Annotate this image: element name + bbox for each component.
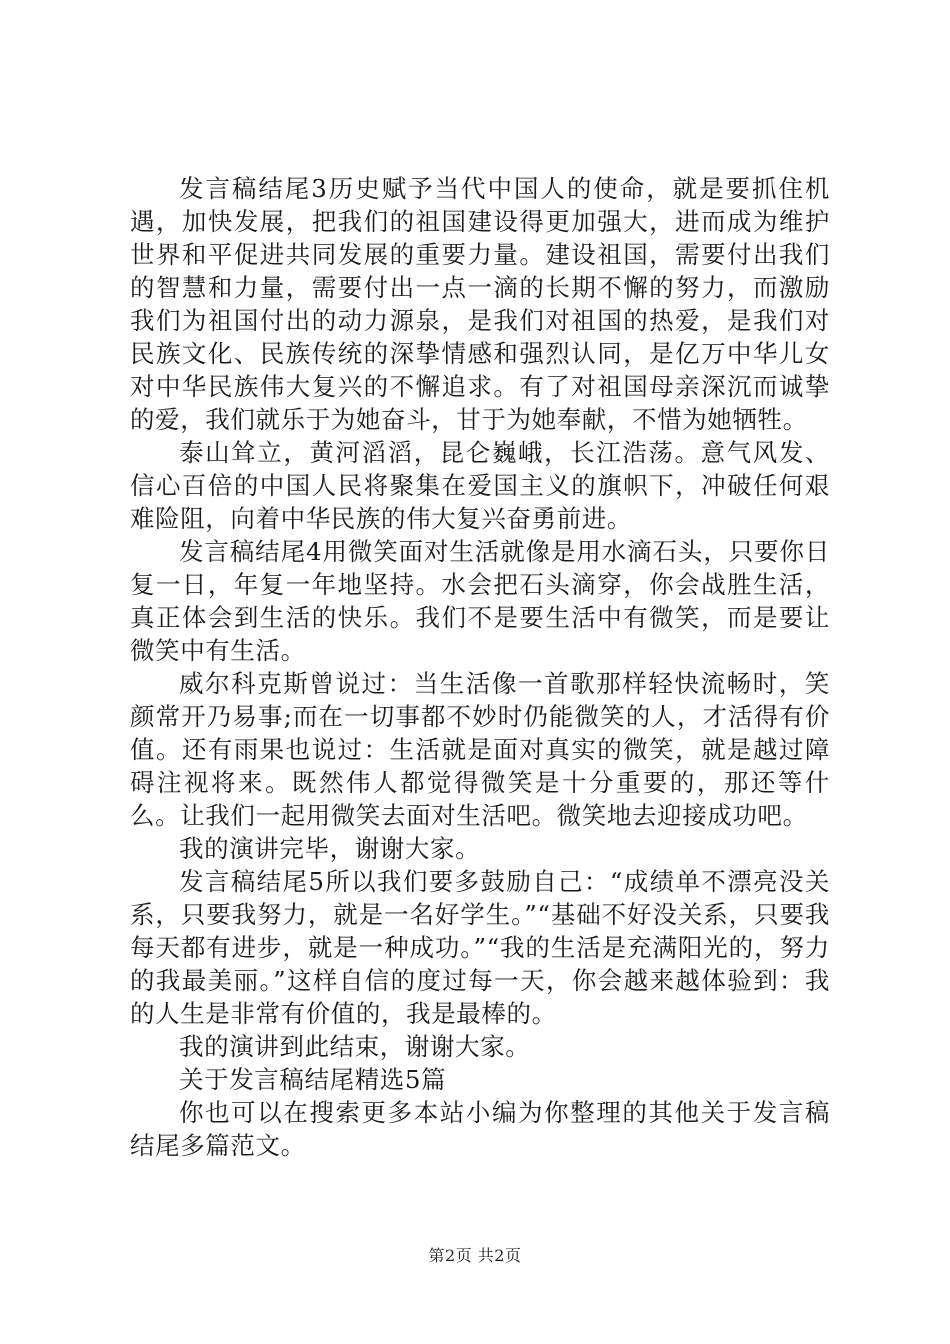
paragraph-closing-4: 发言稿结尾4用微笑面对生活就像是用水滴石头，只要你日复一日，年复一年地坚持。水会把石头滴穿，你会战胜生活，真正体会到生活的快乐。我们不是要生活中有微笑，而是要让微笑中有生活。 <box>130 537 830 665</box>
paragraph-closing-3: 发言稿结尾3历史赋予当代中国人的使命，就是要抓住机遇，加快发展，把我们的祖国建设得更加强大，进而成为维护世界和平促进共同发展的重要力量。建设祖国，需要付出我们的智慧和力量，需要付出一点一滴的长期不懈的努力，而激励我们为祖国付出的动力源泉，是我们对祖国的热爱，是我们对民族文化、民族传统的深挚情感和强烈认同，是亿万中华儿女对中华民族伟大复兴的不懈追求。有了对祖国母亲深沉而诚挚的爱，我们就乐于为她奋斗，甘于为她奉献，不惜为她牺牲。 <box>130 174 830 434</box>
paragraph-speech-end-1: 我的演讲完毕，谢谢大家。 <box>179 834 481 863</box>
paragraph-speech-end-2: 我的演讲到此结束，谢谢大家。 <box>179 1032 531 1061</box>
paragraph-taishan: 泰山耸立，黄河滔滔，昆仑巍峨，长江浩荡。意气风发、信心百倍的中国人民将聚集在爱国主义的旗帜下，冲破任何艰难险阻，向着中华民族的伟大复兴奋勇前进。 <box>130 438 830 533</box>
document-body <box>130 172 830 1162</box>
paragraph-more-articles: 你也可以在搜索更多本站小编为你整理的其他关于发言稿结尾多篇范文。 <box>130 1098 830 1160</box>
paragraph-closing-5: 发言稿结尾5所以我们要多鼓励自己：“成绩单不漂亮没关系，只要我努力，就是一名好学生。”“基础不好没关系，只要我每天都有进步，就是一种成功。”“我的生活是充满阳光的，努力的我最美丽。”这样自信的度过每一天，你会越来越体验到：我的人生是非常有价值的，我是最棒的。 <box>130 867 830 1028</box>
paragraph-wilcox-quote: 威尔科克斯曾说过：当生活像一首歌那样轻快流畅时，笑颜常开乃易事;而在一切事都不妙时仍能微笑的人，才活得有价值。还有雨果也说过：生活就是面对真实的微笑，就是越过障碍注视将来。既然伟人都觉得微笑是十分重要的，那还等什么。让我们一起用微笑去面对生活吧。微笑地去迎接成功吧。 <box>130 669 830 830</box>
paragraph-collection-title: 关于发言稿结尾精选5篇 <box>179 1065 447 1094</box>
page-footer: 第2页 共2页 <box>428 1246 522 1265</box>
